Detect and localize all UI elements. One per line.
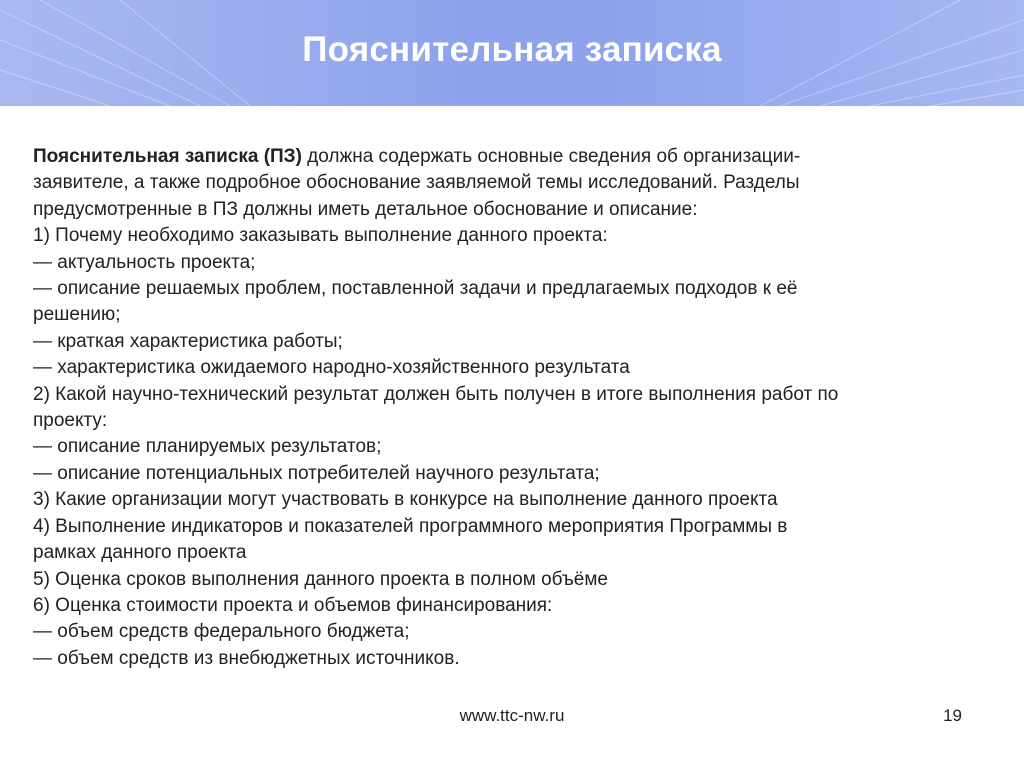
text-line: — краткая характеристика работы; <box>33 330 343 352</box>
text-line: — описание решаемых проблем, поставленной задачи и предлагаемых подходов к её <box>33 278 798 300</box>
slide-header <box>0 0 1024 106</box>
footer-url[interactable]: www.ttc-nw.ru <box>459 706 565 725</box>
text-line: — описание планируемых результатов; <box>33 436 382 458</box>
text-line: 2) Какой научно-технический результат должен быть получен в итоге выполнения работ по <box>33 383 839 405</box>
text-line: — объем средств федерального бюджета; <box>33 621 410 643</box>
text-line: решению; <box>33 304 121 326</box>
text-line: — объем средств из внебюджетных источников. <box>33 647 460 669</box>
text-line: 3) Какие организации могут участвовать в конкурсе на выполнение данного проекта <box>33 489 778 511</box>
intro-line <box>33 144 993 170</box>
slide-body <box>33 144 993 672</box>
text-line: 6) Оценка стоимости проекта и объемов финансирования: <box>33 594 553 616</box>
text-line: предусмотренные в ПЗ должны иметь детальное обоснование и описание: <box>33 198 698 220</box>
text-line: 4) Выполнение индикаторов и показателей программного мероприятия Программы в <box>33 515 788 537</box>
page-number: 19 <box>943 706 962 725</box>
text-line: рамках данного проекта <box>33 542 247 564</box>
intro-term: Пояснительная записка (ПЗ) <box>33 146 302 167</box>
intro-text: должна содержать основные сведения об организации- <box>301 146 801 167</box>
text-line: проекту: <box>33 410 108 432</box>
slide-title: Пояснительная записка <box>302 30 722 69</box>
text-line: — описание потенциальных потребителей научного результата; <box>33 462 600 484</box>
text-line: — актуальность проекта; <box>33 251 256 273</box>
text-line: заявителе, а также подробное обоснование заявляемой темы исследований. Разделы <box>33 172 800 194</box>
text-line: 5) Оценка сроков выполнения данного проекта в полном объёме <box>33 568 608 590</box>
text-line: — характеристика ожидаемого народно-хозяйственного результата <box>33 357 630 379</box>
text-line: 1) Почему необходимо заказывать выполнение данного проекта: <box>33 225 608 247</box>
